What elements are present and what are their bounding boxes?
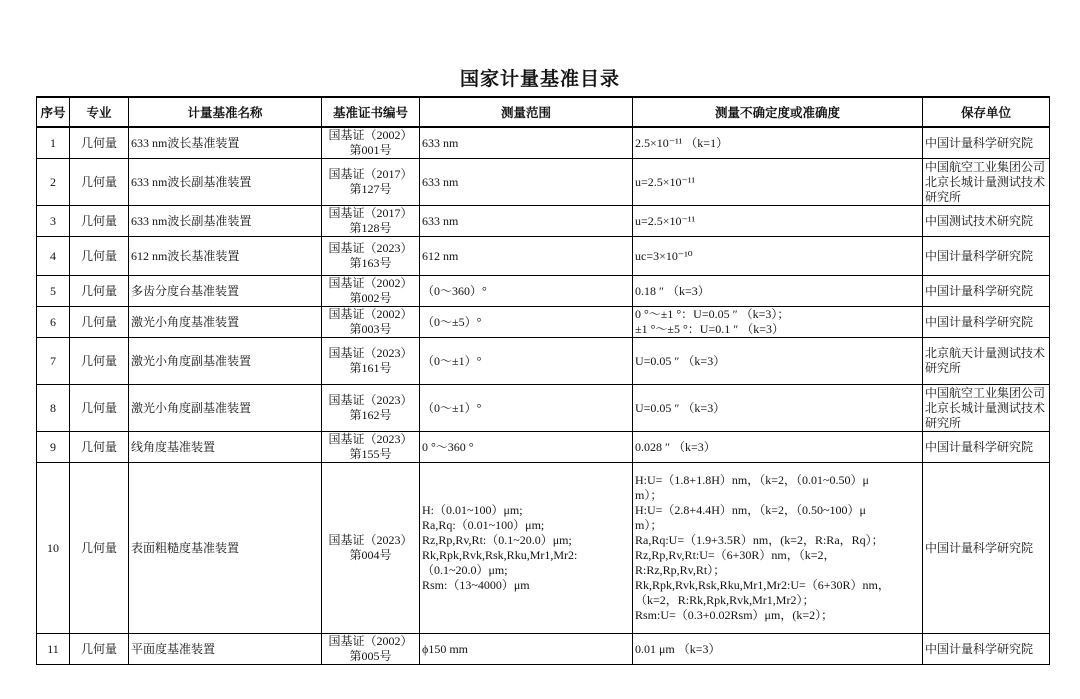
row-number: 8 xyxy=(37,385,70,432)
row-number: 2 xyxy=(37,159,70,206)
uncertainty-line: ±1 °～±5 °：U=0.1 ″ （k=3） xyxy=(635,322,784,336)
table-row xyxy=(37,127,1050,159)
uncertainty-line: Rz,Rp,Rv,Rt:U=（6+30R）nm，（k=2， xyxy=(635,548,836,562)
row-standard-name: 633 nm波长副基准装置 xyxy=(129,206,322,237)
row-range: 0 °～360 ° xyxy=(420,432,633,463)
certificate-line-2: 第001号 xyxy=(349,143,392,157)
row-certificate xyxy=(322,432,420,463)
table-row xyxy=(37,338,1050,385)
range-line: Rz,Rp,Rv,Rt:（0.1~20.0）μm; xyxy=(422,533,572,547)
certificate-line-1: 国基证（2023） xyxy=(328,533,413,547)
row-certificate xyxy=(322,206,420,237)
row-field: 几何量 xyxy=(70,276,129,307)
row-number: 4 xyxy=(37,237,70,276)
row-uncertainty xyxy=(633,385,923,432)
row-standard-name: 激光小角度副基准装置 xyxy=(129,338,322,385)
certificate-line-1: 国基证（2017） xyxy=(328,167,413,181)
range-line: H:（0.01~100）μm; xyxy=(422,503,523,517)
certificate-line-1: 国基证（2017） xyxy=(328,206,413,220)
table-row xyxy=(37,432,1050,463)
header-field: 专业 xyxy=(70,97,129,127)
table-row xyxy=(37,206,1050,237)
uncertainty-line: 0.18 ″ （k=3） xyxy=(635,283,710,298)
row-standard-name: 激光小角度基准装置 xyxy=(129,307,322,338)
row-standard-name: 多齿分度台基准装置 xyxy=(129,276,322,307)
row-number: 3 xyxy=(37,206,70,237)
row-certificate xyxy=(322,385,420,432)
row-custodian: 中国航空工业集团公司北京长城计量测试技术研究所 xyxy=(923,159,1050,206)
row-custodian: 中国测试技术研究院 xyxy=(923,206,1050,237)
header-range: 测量范围 xyxy=(420,97,633,127)
row-custodian: 中国计量科学研究院 xyxy=(923,127,1050,159)
certificate-line-1: 国基证（2002） xyxy=(328,128,413,142)
row-number: 11 xyxy=(37,634,70,665)
row-custodian: 中国计量科学研究院 xyxy=(923,276,1050,307)
table-header-row xyxy=(37,97,1050,127)
range-line: Rk,Rpk,Rvk,Rsk,Rku,Mr1,Mr2: xyxy=(422,548,578,562)
row-number: 9 xyxy=(37,432,70,463)
row-uncertainty xyxy=(633,307,923,338)
certificate-line-1: 国基证（2023） xyxy=(328,241,413,255)
certificate-line-1: 国基证（2023） xyxy=(328,346,413,360)
header-unit: 保存单位 xyxy=(923,97,1050,127)
row-number: 1 xyxy=(37,127,70,159)
uncertainty-line: 0.01 μm （k=3） xyxy=(635,641,721,656)
certificate-line-2: 第127号 xyxy=(349,182,392,196)
page-title: 国家计量基准目录 xyxy=(459,68,620,90)
row-certificate xyxy=(322,127,420,159)
row-certificate xyxy=(322,307,420,338)
uncertainty-line: H:U=（2.8+4.4H）nm，（k=2，（0.50~100）μ xyxy=(635,503,866,517)
row-uncertainty xyxy=(633,237,923,276)
row-field: 几何量 xyxy=(70,237,129,276)
uncertainty-line: R:Rz,Rp,Rv,Rt）； xyxy=(635,563,726,577)
uncertainty-line: U=0.05 ″ （k=3） xyxy=(635,353,726,368)
certificate-line-2: 第163号 xyxy=(349,256,392,270)
row-range: （0～±1）° xyxy=(420,338,633,385)
uncertainty-line: m）； xyxy=(635,518,663,532)
uncertainty-line: m）； xyxy=(635,488,663,502)
row-uncertainty xyxy=(633,159,923,206)
range-line: Rsm:（13~4000）μm xyxy=(422,578,530,592)
table-row xyxy=(37,634,1050,665)
uncertainty-line: Rk,Rpk,Rvk,Rsk,Rku,Mr1,Mr2:U=（6+30R）nm， xyxy=(635,578,890,592)
row-certificate xyxy=(322,237,420,276)
certificate-line-1: 国基证（2023） xyxy=(328,393,413,407)
header-cert: 基准证书编号 xyxy=(322,97,420,127)
certificate-line-2: 第161号 xyxy=(349,361,392,375)
table-row xyxy=(37,385,1050,432)
row-standard-name: 633 nm波长基准装置 xyxy=(129,127,322,159)
certificate-line-2: 第004号 xyxy=(349,548,392,562)
row-field: 几何量 xyxy=(70,338,129,385)
row-number: 7 xyxy=(37,338,70,385)
row-number: 10 xyxy=(37,463,70,634)
row-field: 几何量 xyxy=(70,463,129,634)
table-row xyxy=(37,159,1050,206)
uncertainty-line: 0.028 ″ （k=3） xyxy=(635,439,716,454)
row-custodian: 中国计量科学研究院 xyxy=(923,307,1050,338)
row-range: 612 nm xyxy=(420,237,633,276)
row-certificate xyxy=(322,276,420,307)
uncertainty-line: （k=2，R:Rk,Rpk,Rvk,Mr1,Mr2）； xyxy=(635,593,815,607)
uncertainty-line: u=2.5×10⁻¹¹ xyxy=(635,174,696,189)
table-row xyxy=(37,237,1050,276)
uncertainty-line: 2.5×10⁻¹¹ （k=1） xyxy=(635,135,729,150)
certificate-line-2: 第003号 xyxy=(349,322,392,336)
certificate-line-1: 国基证（2002） xyxy=(328,634,413,648)
row-certificate xyxy=(322,463,420,634)
certificate-line-2: 第005号 xyxy=(349,649,392,663)
uncertainty-line: 0 °～±1 °：U=0.05 ″ （k=3）； xyxy=(635,307,790,321)
row-number: 5 xyxy=(37,276,70,307)
row-custodian: 中国计量科学研究院 xyxy=(923,432,1050,463)
range-line: （0.1~20.0）μm; xyxy=(422,563,508,577)
row-uncertainty xyxy=(633,463,923,634)
certificate-line-1: 国基证（2023） xyxy=(328,432,413,446)
row-uncertainty xyxy=(633,127,923,159)
row-standard-name: 表面粗糙度基准装置 xyxy=(129,463,322,634)
range-line: Ra,Rq:（0.01~100）μm; xyxy=(422,518,545,532)
row-uncertainty xyxy=(633,276,923,307)
uncertainty-line: Rsm:U=（0.3+0.02Rsm）μm，(k=2）； xyxy=(635,608,834,622)
row-uncertainty xyxy=(633,432,923,463)
certificate-line-1: 国基证（2002） xyxy=(328,276,413,290)
row-certificate xyxy=(322,159,420,206)
row-range: 633 nm xyxy=(420,127,633,159)
row-certificate xyxy=(322,338,420,385)
row-range: （0～±5）° xyxy=(420,307,633,338)
certificate-line-2: 第155号 xyxy=(349,447,392,461)
certificate-line-2: 第002号 xyxy=(349,291,392,305)
uncertainty-line: Ra,Rq:U=（1.9+3.5R）nm，(k=2，R:Ra，Rq）； xyxy=(635,533,884,547)
row-standard-name: 612 nm波长基准装置 xyxy=(129,237,322,276)
row-standard-name: 线角度基准装置 xyxy=(129,432,322,463)
uncertainty-line: U=0.05 ″ （k=3） xyxy=(635,400,726,415)
table-row xyxy=(37,276,1050,307)
row-custodian: 中国计量科学研究院 xyxy=(923,237,1050,276)
row-field: 几何量 xyxy=(70,385,129,432)
row-field: 几何量 xyxy=(70,127,129,159)
uncertainty-line: u=2.5×10⁻¹¹ xyxy=(635,213,696,228)
row-uncertainty xyxy=(633,338,923,385)
row-number: 6 xyxy=(37,307,70,338)
header-uncertainty: 测量不确定度或准确度 xyxy=(633,97,923,127)
row-custodian: 中国计量科学研究院 xyxy=(923,463,1050,634)
header-name: 计量基准名称 xyxy=(129,97,322,127)
row-range: 633 nm xyxy=(420,206,633,237)
standards-table xyxy=(36,96,1050,665)
header-no: 序号 xyxy=(37,97,70,127)
certificate-line-1: 国基证（2002） xyxy=(328,307,413,321)
row-custodian: 中国计量科学研究院 xyxy=(923,634,1050,665)
row-custodian: 中国航空工业集团公司北京长城计量测试技术研究所 xyxy=(923,385,1050,432)
row-custodian: 北京航天计量测试技术研究所 xyxy=(923,338,1050,385)
row-certificate xyxy=(322,634,420,665)
row-field: 几何量 xyxy=(70,307,129,338)
row-field: 几何量 xyxy=(70,206,129,237)
table-row xyxy=(37,463,1050,634)
certificate-line-2: 第162号 xyxy=(349,408,392,422)
row-standard-name: 平面度基准装置 xyxy=(129,634,322,665)
row-range: 633 nm xyxy=(420,159,633,206)
row-uncertainty xyxy=(633,634,923,665)
row-range xyxy=(420,463,633,634)
row-field: 几何量 xyxy=(70,634,129,665)
row-standard-name: 激光小角度副基准装置 xyxy=(129,385,322,432)
row-range: ϕ150 mm xyxy=(420,634,633,665)
row-field: 几何量 xyxy=(70,159,129,206)
row-uncertainty xyxy=(633,206,923,237)
table-row xyxy=(37,307,1050,338)
uncertainty-line: uc=3×10⁻¹⁰ xyxy=(635,248,693,263)
row-standard-name: 633 nm波长副基准装置 xyxy=(129,159,322,206)
row-range: （0～360）° xyxy=(420,276,633,307)
uncertainty-line: H:U=（1.8+1.8H）nm，（k=2，（0.01~0.50）μ xyxy=(635,473,869,487)
certificate-line-2: 第128号 xyxy=(349,221,392,235)
row-field: 几何量 xyxy=(70,432,129,463)
row-range: （0～±1）° xyxy=(420,385,633,432)
